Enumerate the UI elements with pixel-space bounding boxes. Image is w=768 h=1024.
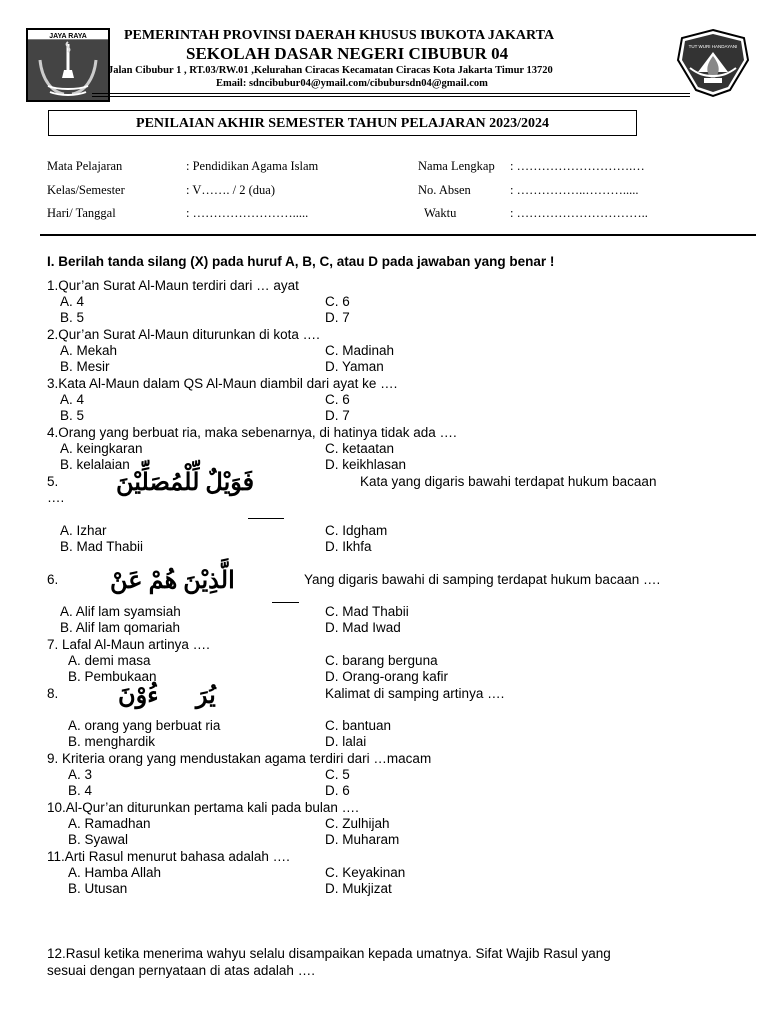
info-value-date: : ……………………..... [186,206,309,220]
info-value-subject: : Pendidikan Agama Islam [186,159,319,173]
header-separator-bottom [92,96,690,97]
question-6-number: 6. [47,572,59,587]
info-value-absen: : ……………..………..... [510,183,639,197]
info-label-absen: No. Absen [418,183,471,197]
header-government-line: PEMERINTAH PROVINSI DAERAH KHUSUS IBUKOTA JAKARTA [124,28,555,43]
question-3-option-b: B. 5 [60,408,85,423]
exam-title-box [48,110,637,136]
question-8-option-d: D. lalai [325,734,367,749]
info-label-name: Nama Lengkap [418,159,495,173]
question-8-arabic-verse: يُرَاۤءُوْنَ [118,683,216,709]
question-11-option-c: C. Keyakinan [325,865,406,880]
question-1-option-c: C. 6 [325,294,350,309]
header-school-name: SEKOLAH DASAR NEGERI CIBUBUR 04 [186,44,509,63]
question-7-option-c: C. barang berguna [325,653,438,668]
question-4-text: 4.Orang yang berbuat ria, maka sebenarnya, di hatinya tidak ada …. [47,425,457,440]
question-6-option-a: A. Alif lam syamsiah [60,604,181,619]
question-5-text: Kata yang digaris bawahi terdapat hukum bacaan [360,474,657,489]
question-2-text: 2.Qur’an Surat Al-Maun diturunkan di kota …. [47,327,320,342]
question-11-text: 11.Arti Rasul menurut bahasa adalah …. [47,849,290,864]
question-6-text: Yang digaris bawahi di samping terdapat hukum bacaan …. [304,572,661,587]
question-12-text-continued: sesuai dengan pernyataan di atas adalah …. [47,963,315,978]
question-8-option-a: A. orang yang berbuat ria [68,718,221,733]
question-7-option-b: B. Pembukaan [68,669,157,684]
question-9-text: 9. Kriteria orang yang mendustakan agama terdiri dari …macam [47,751,432,766]
question-3-option-c: C. 6 [325,392,350,407]
question-12-text: 12.Rasul ketika menerima wahyu selalu disampaikan kepada umatnya. Sifat Wajib Rasul yang [47,946,611,961]
question-10-text: 10.Al-Qur’an diturunkan pertama kali pada bulan …. [47,800,359,815]
question-6-option-b: B. Alif lam qomariah [60,620,181,635]
question-2-option-c: C. Madinah [325,343,395,358]
question-8-option-b: B. menghardik [68,734,156,749]
question-3-option-d: D. 7 [325,408,350,423]
question-5-option-b: B. Mad Thabii [60,539,144,554]
question-2-option-b: B. Mesir [60,359,110,374]
question-5-arabic-verse: فَوَيْلٌ لِّلْمُصَلِّيْنَ [116,470,255,496]
info-label-time: Waktu [424,206,457,220]
question-2-option-d: D. Yaman [325,359,384,374]
exam-title: PENILAIAN AKHIR SEMESTER TAHUN PELAJARAN 2023/2024 [136,116,549,131]
question-5-underline-mark [248,518,284,519]
question-10-option-a: A. Ramadhan [68,816,151,831]
question-5-option-a: A. Izhar [60,523,107,538]
question-9-option-d: D. 6 [325,783,350,798]
header-address: Jalan Cibubur 1 , RT.03/RW.01 ,Kelurahan Ciracas Kecamatan Ciracas Kota Jakarta Timur 13720 [108,65,553,76]
info-value-class: : V……. / 2 (dua) [186,183,275,197]
question-8-text: Kalimat di samping artinya …. [325,686,505,701]
question-4-option-d: D. keikhlasan [325,457,407,472]
question-6-arabic-verse: الَّذِيْنَ هُمْ عَنْ [110,568,235,594]
question-6-option-c: C. Mad Thabii [325,604,409,619]
section-1-instruction: I. Berilah tanda silang (X) pada huruf A, B, C, atau D pada jawaban yang benar ! [47,254,555,269]
question-5-number: 5. [47,474,59,489]
question-8-number: 8. [47,686,59,701]
info-value-time: : ………………………….. [510,206,648,220]
tut-wuri-handayani-logo [674,28,752,98]
question-9-option-a: A. 3 [68,767,93,782]
question-10-option-b: B. Syawal [68,832,129,847]
question-4-option-c: C. ketaatan [325,441,395,456]
question-6-underline-mark [272,602,299,603]
question-5-option-c: C. Idgham [325,523,388,538]
info-label-subject: Mata Pelajaran [47,159,123,173]
logo-left-text: JAYA RAYA [49,33,87,40]
header-separator-top [92,93,690,94]
section-divider [40,234,756,236]
jakarta-emblem-logo [26,28,110,102]
question-1-option-d: D. 7 [325,310,350,325]
question-10-option-d: D. Muharam [325,832,400,847]
info-label-date: Hari/ Tanggal [47,206,116,220]
question-2-option-a: A. Mekah [60,343,118,358]
question-5-option-d: D. Ikhfa [325,539,372,554]
logo-right-text: TUT WURI HANDAYANI [688,44,738,49]
question-6-option-d: D. Mad Iwad [325,620,401,635]
question-11-option-d: D. Mukjizat [325,881,392,896]
question-4-option-a: A. keingkaran [60,441,143,456]
question-1-option-a: A. 4 [60,294,85,309]
question-7-option-a: A. demi masa [68,653,151,668]
info-label-class: Kelas/Semester [47,183,125,197]
question-1-text: 1.Qur’an Surat Al-Maun terdiri dari … ayat [47,278,299,293]
header-email: Email: sdncibubur04@ymail.com/cibubursdn04@gmail.com [216,78,488,89]
question-7-option-d: D. Orang-orang kafir [325,669,449,684]
question-5-text-continued: …. [47,490,65,505]
question-7-text: 7. Lafal Al-Maun artinya …. [47,637,210,652]
question-3-option-a: A. 4 [60,392,85,407]
question-11-option-a: A. Hamba Allah [68,865,162,880]
question-11-option-b: B. Utusan [68,881,128,896]
question-1-option-b: B. 5 [60,310,85,325]
question-10-option-c: C. Zulhijah [325,816,390,831]
question-8-option-c: C. bantuan [325,718,392,733]
question-9-option-b: B. 4 [68,783,93,798]
info-value-name: : ……………………….… [510,159,645,173]
question-3-text: 3.Kata Al-Maun dalam QS Al-Maun diambil dari ayat ke …. [47,376,398,391]
question-4-option-b: B. kelalaian [60,457,130,472]
question-9-option-c: C. 5 [325,767,350,782]
